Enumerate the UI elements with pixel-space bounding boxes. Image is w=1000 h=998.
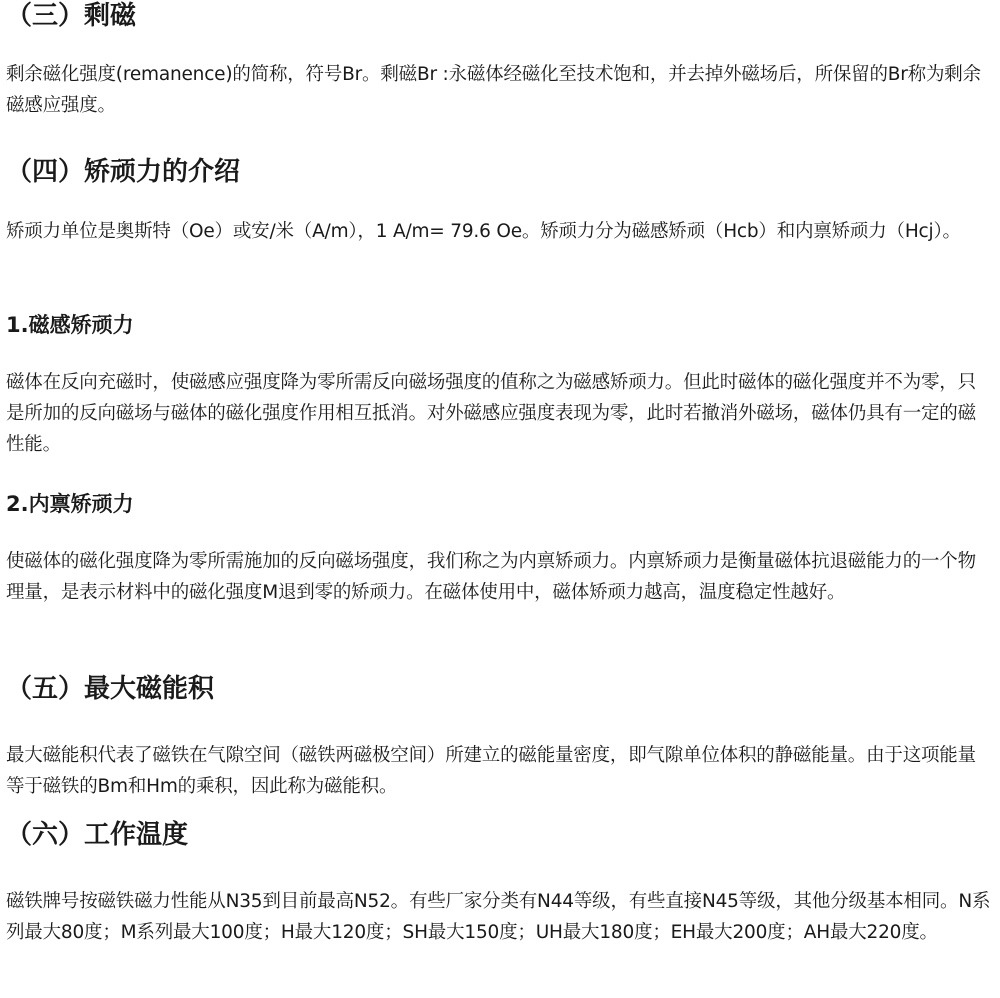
subsection-heading-intrinsic-coercivity: 2.内禀矫顽力 bbox=[6, 492, 134, 516]
section-heading-coercivity: （四）矫顽力的介绍 bbox=[6, 157, 241, 187]
section-body-energy-product: 最大磁能积代表了磁铁在气隙空间（磁铁两磁极空间）所建立的磁能量密度，即气隙单位体积的静磁能量。由于这项能量等于磁铁的Bm和Hm的乘积，因此称为磁能积。 bbox=[6, 745, 976, 797]
section-heading-energy-product: （五）最大磁能积 bbox=[6, 674, 215, 704]
subsection-heading-induction-coercivity: 1.磁感矫顽力 bbox=[6, 313, 134, 337]
section-body-coercivity: 矫顽力单位是奥斯特（Oe）或安/米（A/m），1 A/m= 79.6 Oe。矫顽力分为磁感矫顽（Hcb）和内禀矫顽力（Hcj）。 bbox=[6, 221, 961, 242]
section-body-temperature: 磁铁牌号按磁铁磁力性能从N35到目前最高N52。有些厂家分类有N44等级，有些直接N45等级，其他分级基本相同。N系列最大80度；M系列最大100度；H最大120度；SH最大150度；UH最大180度；EH最大200度；AH最大220度。 bbox=[6, 891, 991, 943]
subsection-body-intrinsic-coercivity: 使磁体的磁化强度降为零所需施加的反向磁场强度，我们称之为内禀矫顽力。内禀矫顽力是衡量磁体抗退磁能力的一个物理量，是表示材料中的磁化强度M退到零的矫顽力。在磁体使用中，磁体矫顽力越高，温度稳定性越好。 bbox=[6, 551, 976, 603]
section-heading-temperature: （六）工作温度 bbox=[6, 820, 189, 850]
subsection-body-induction-coercivity: 磁体在反向充磁时，使磁感应强度降为零所需反向磁场强度的值称之为磁感矫顽力。但此时磁体的磁化强度并不为零，只是所加的反向磁场与磁体的磁化强度作用相互抵消。对外磁感应强度表现为零，此时若撤消外磁场，磁体仍具有一定的磁性能。 bbox=[6, 372, 976, 455]
section-heading-remanence: （三）剩磁 bbox=[6, 1, 137, 31]
section-body-remanence: 剩余磁化强度(remanence)的简称，符号Br。剩磁Br :永磁体经磁化至技术饱和，并去掉外磁场后，所保留的Br称为剩余磁感应强度。 bbox=[6, 64, 981, 116]
